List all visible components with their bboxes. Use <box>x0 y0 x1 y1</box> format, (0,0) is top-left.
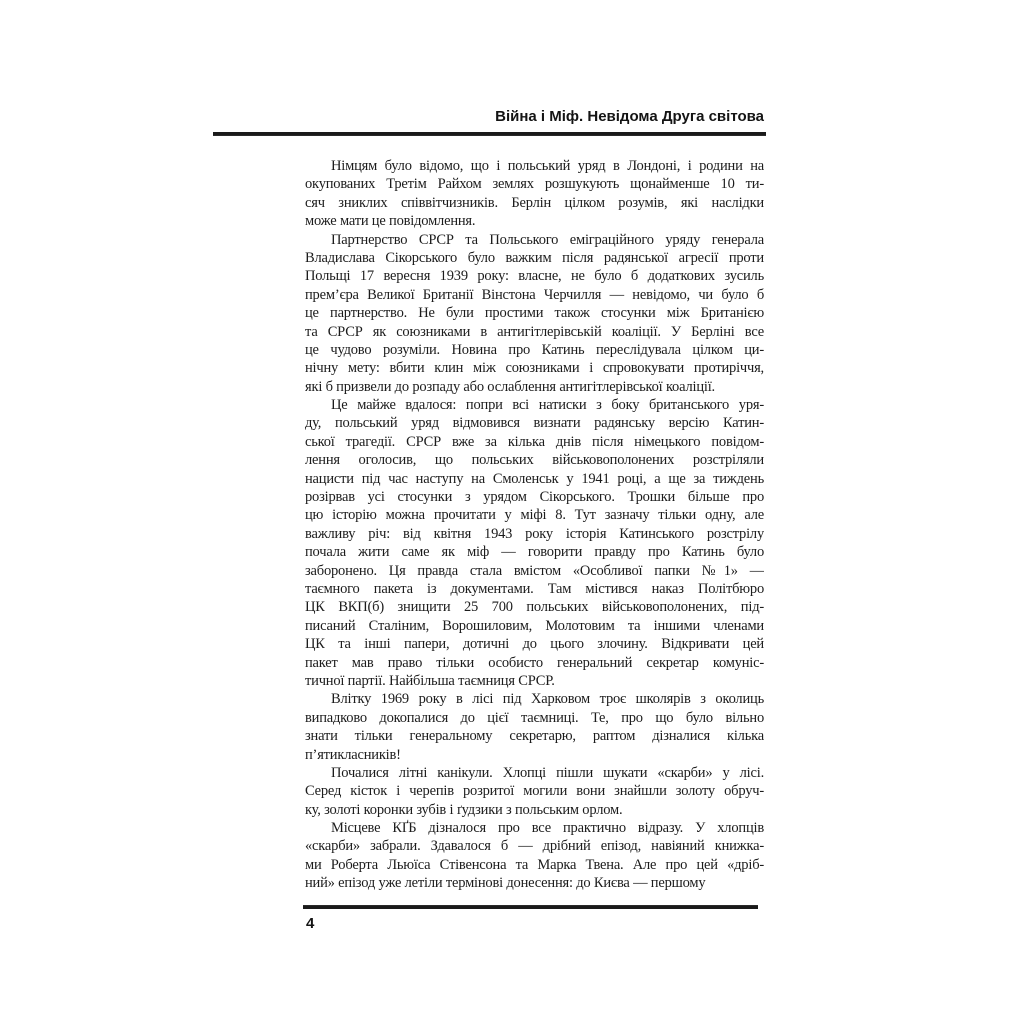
text-line: цю історію можна прочитати у міфі 8. Тут зазначу тільки одну, але <box>305 507 764 524</box>
text-line: випадково докопалися до цієї таємниці. Те, про що було вільно <box>305 709 764 726</box>
text-line: це партнерство. Не були простими також стосунки між Британією <box>305 305 764 322</box>
text-line: окупованих Третім Райхом землях розшукують щонайменше 10 ти- <box>305 176 764 193</box>
body-text <box>305 157 764 893</box>
text-line: які б призвели до розпаду або ослаблення антигітлерівської коаліції. <box>305 378 715 395</box>
text-line: важливу річ: від квітня 1943 року історія Катинського розстрілу <box>305 525 764 542</box>
text-line: прем’єра Великої Британії Вінстона Черчилля — невідомо, чи було б <box>305 286 764 303</box>
page-number: 4 <box>306 915 315 932</box>
text-line: Це майже вдалося: попри всі натиски з боку британського уря- <box>331 397 764 414</box>
text-line: нацисти під час наступу на Смоленськ у 1941 році, а ще за тиждень <box>305 470 764 487</box>
text-line: розірвав усі стосунки з урядом Сікорського. Трошки більше про <box>305 489 764 506</box>
text-line: Польщі 17 вересня 1939 року: власне, не було б додаткових зусиль <box>305 268 764 285</box>
text-line: ний» епізод уже летіли термінові донесення: до Києва — першому <box>305 875 706 892</box>
text-line: таємного пакета із документами. Там містився наказ Політбюро <box>305 580 764 597</box>
text-line: Серед кісток і черепів розритої могили вони знайшли золоту обруч- <box>305 783 764 800</box>
text-line: це чудово розуміли. Новина про Катинь переслідувала цілком ци- <box>305 341 764 358</box>
text-line: ської трагедії. СРСР вже за кілька днів після німецького повідом- <box>305 433 764 450</box>
footer-rule <box>303 905 758 909</box>
text-line: Владислава Сікорського було важким після радянської агресії проти <box>305 249 764 266</box>
text-line: «скарби» забрали. Здавалося б — дрібний епізод, навіяний книжка- <box>305 838 764 855</box>
text-line: ЦК ВКП(б) знищити 25 700 польських військовополонених, під- <box>305 599 764 616</box>
text-line: нічну мету: вбити клин між союзниками і спровокувати протиріччя, <box>305 360 764 377</box>
header-rule <box>213 132 766 136</box>
text-line: ЦК та інші папери, дотичні до цього злочину. Відкривати цей <box>305 636 764 653</box>
text-line: сяч зниклих співвітчизників. Берлін цілком розумів, які наслідки <box>305 194 764 211</box>
text-line: Влітку 1969 року в лісі під Харковом троє школярів з околиць <box>331 691 764 708</box>
text-line: почала жити саме як міф — говорити правду про Катинь було <box>305 544 764 561</box>
text-line: заборонено. Ця правда стала вмістом «Особливої папки №1» — <box>305 562 764 579</box>
text-line: ку, золоті коронки зубів і ґудзики з польським орлом. <box>305 801 623 818</box>
text-line: Німцям було відомо, що і польський уряд в Лондоні, і родини на <box>331 158 764 174</box>
text-line: пакет мав право тільки особисто генеральний секретар комуніс- <box>305 654 764 671</box>
text-line: лення оголосив, що польських військовополонених розстріляли <box>305 452 764 469</box>
text-line: п’ятикласників! <box>305 746 401 763</box>
text-line: Почалися літні канікули. Хлопці пішли шукати «скарби» у лісі. <box>331 764 764 781</box>
text-line: Місцеве КҐБ дізналося про все практично відразу. У хлопців <box>331 820 764 837</box>
text-line: ду, польський уряд відмовився визнати радянську версію Катин- <box>305 415 764 432</box>
running-header-title: Війна і Міф. Невідома Друга світова <box>495 108 764 125</box>
text-line: знати тільки генеральному секретарю, раптом дізналися кілька <box>305 728 764 745</box>
text-line: та СРСР як союзниками в антигітлерівській коаліції. У Берліні все <box>305 323 764 340</box>
text-line: писаний Сталіним, Ворошиловим, Молотовим та іншими членами <box>305 617 764 634</box>
text-line: тичної партії. Найбільша таємниця СРСР. <box>305 672 555 689</box>
text-line: Партнерство СРСР та Польського еміграційного уряду генерала <box>331 231 764 248</box>
text-line: може мати це повідомлення. <box>305 213 476 230</box>
text-line: ми Роберта Льюїса Стівенсона та Марка Твена. Але про цей «дріб- <box>305 856 764 873</box>
